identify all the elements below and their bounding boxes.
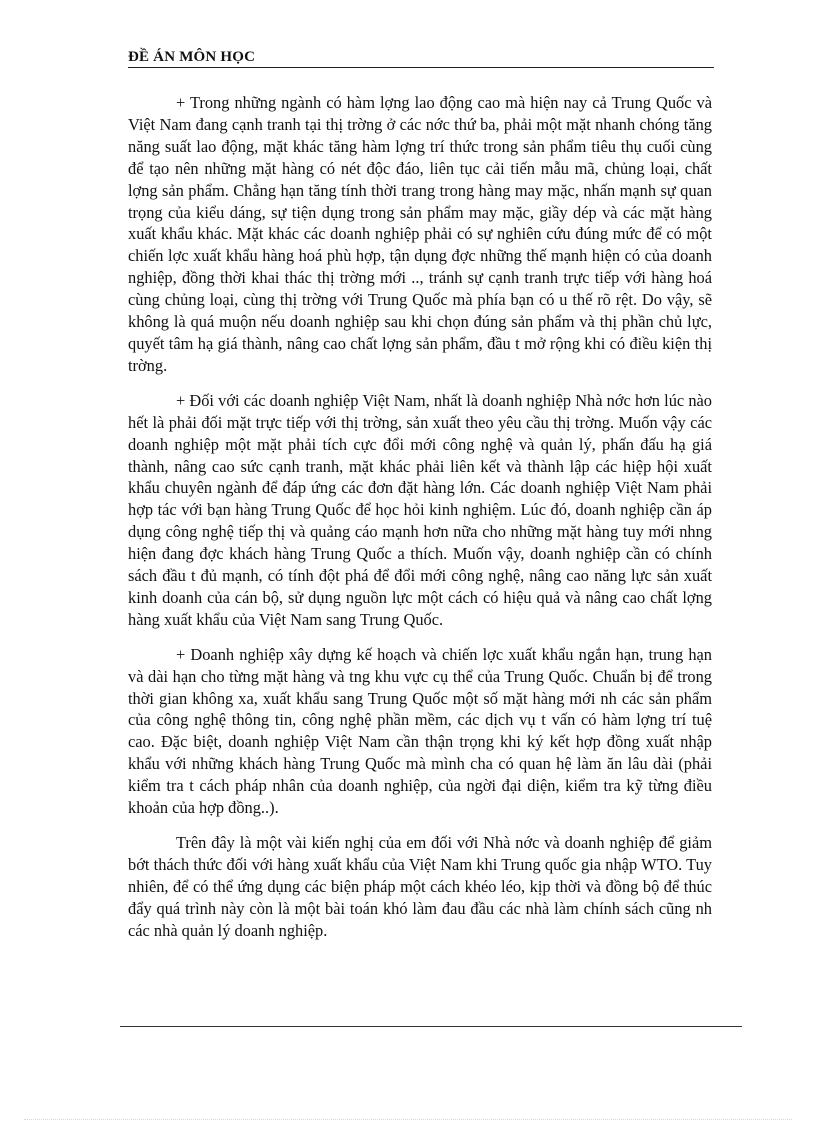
page-header-title: ĐỀ ÁN MÔN HỌC	[128, 49, 256, 65]
footer-divider	[120, 1026, 742, 1027]
paragraph-3: + Doanh nghiệp xây dựng kế hoạch và chiến lợc xuất khẩu ngắn hạn, trung hạn và dài hạn cho từng mặt hàng và tng khu vực cụ thể của Trung Quốc. Chuẩn bị để trong thời gian không xa, xuất khẩu sang Trung Quốc một số mặt hàng mới nh các sản phẩm của công nghệ thông tin, công nghệ phần mềm, các dịch vụ t vấn có hàm lợng trí tuệ cao. Đặc biệt, doanh nghiệp Việt Nam cần thận trọng khi ký kết hợp đồng xuất nhập khẩu với những khách hàng Trung Quốc mà mình cha có quan hệ làm ăn lâu dài (phải kiểm tra t cách pháp nhân của doanh nghiệp, của ngời đại diện, kiểm tra kỹ từng điều khoản của hợp đồng..).	[128, 644, 712, 818]
document-body	[128, 92, 712, 955]
page-bottom-border	[24, 1119, 792, 1120]
paragraph-1: + Trong những ngành có hàm lợng lao động cao mà hiện nay cả Trung Quốc và Việt Nam đang cạnh tranh tại thị trờng ở các nớc thứ ba, phải một mặt nhanh chóng tăng năng suất lao động, mặt khác tăng hàm lợng trí thức trong sản phẩm tiêu thụ cuối cùng để tạo nên những mặt hàng có nét độc đáo, liên tục cải tiến mẫu mã, chủng loại, chất lợng sản phẩm. Chẳng hạn tăng tính thời trang trong hàng may mặc, nhấn mạnh sự quan trọng của kiểu dáng, sự tiện dụng trong sản phẩm may mặc, giầy dép và các mặt hàng xuất khẩu khác. Mặt khác các doanh nghiệp phải có sự nghiên cứu đúng mức để có một chiến lợc xuất khẩu hàng hoá phù hợp, tận dụng đợc những thế mạnh hiện có của doanh nghiệp, đồng thời khai thác thị trờng mới .., tránh sự cạnh tranh trực tiếp với hàng hoá cùng chủng loại, cùng thị trờng với Trung Quốc mà phía bạn có u thế rõ rệt. Do vậy, sẽ không là quá muộn nếu doanh nghiệp sau khi chọn đúng sản phẩm và thị phần chủ lực, quyết tâm hạ giá thành, nâng cao chất lợng sản phẩm, đầu t mở rộng khi có điều kiện thị trờng.	[128, 93, 712, 375]
paragraph-2: + Đối với các doanh nghiệp Việt Nam, nhất là doanh nghiệp Nhà nớc hơn lúc nào hết là phải đối mặt trực tiếp với thị trờng, sản xuất theo yêu cầu thị trờng. Muốn vậy các doanh nghiệp một mặt phải tích cực đổi mới công nghệ và quản lý, phấn đấu hạ giá thành, nâng cao sức cạnh tranh, mặt khác phải liên kết và thành lập các hiệp hội xuất khẩu chuyên ngành để đáp ứng các đơn đặt hàng lớn. Các doanh nghiệp Việt Nam phải hợp tác với bạn hàng Trung Quốc để học hỏi kinh nghiệm. Lúc đó, doanh nghiệp cần áp dụng công nghệ tiếp thị và quảng cáo mạnh hơn nữa cho những mặt hàng tuy mới nhng hiện đang đợc khách hàng Trung Quốc a thích. Muốn vậy, doanh nghiệp cần có chính sách đầu t đủ mạnh, có tính đột phá để đổi mới công nghệ, nâng cao năng lực sản xuất kinh doanh của cán bộ, sử dụng nguồn lực một cách có hiệu quả và nâng cao chất lợng hàng xuất khẩu của Việt Nam sang Trung Quốc.	[128, 390, 712, 629]
paragraph-4: Trên đây là một vài kiến nghị của em đối với Nhà nớc và doanh nghiệp để giảm bớt thách thức đối với hàng xuất khẩu của Việt Nam khi Trung quốc gia nhập WTO. Tuy nhiên, để có thể ứng dụng các biện pháp một cách khéo léo, kịp thời và đồng bộ để thúc đẩy quá trình này còn là một bài toán khó làm đau đầu các nhà làm chính sách cũng nh các nhà quản lý doanh nghiệp.	[128, 833, 712, 940]
page-header	[128, 48, 714, 68]
